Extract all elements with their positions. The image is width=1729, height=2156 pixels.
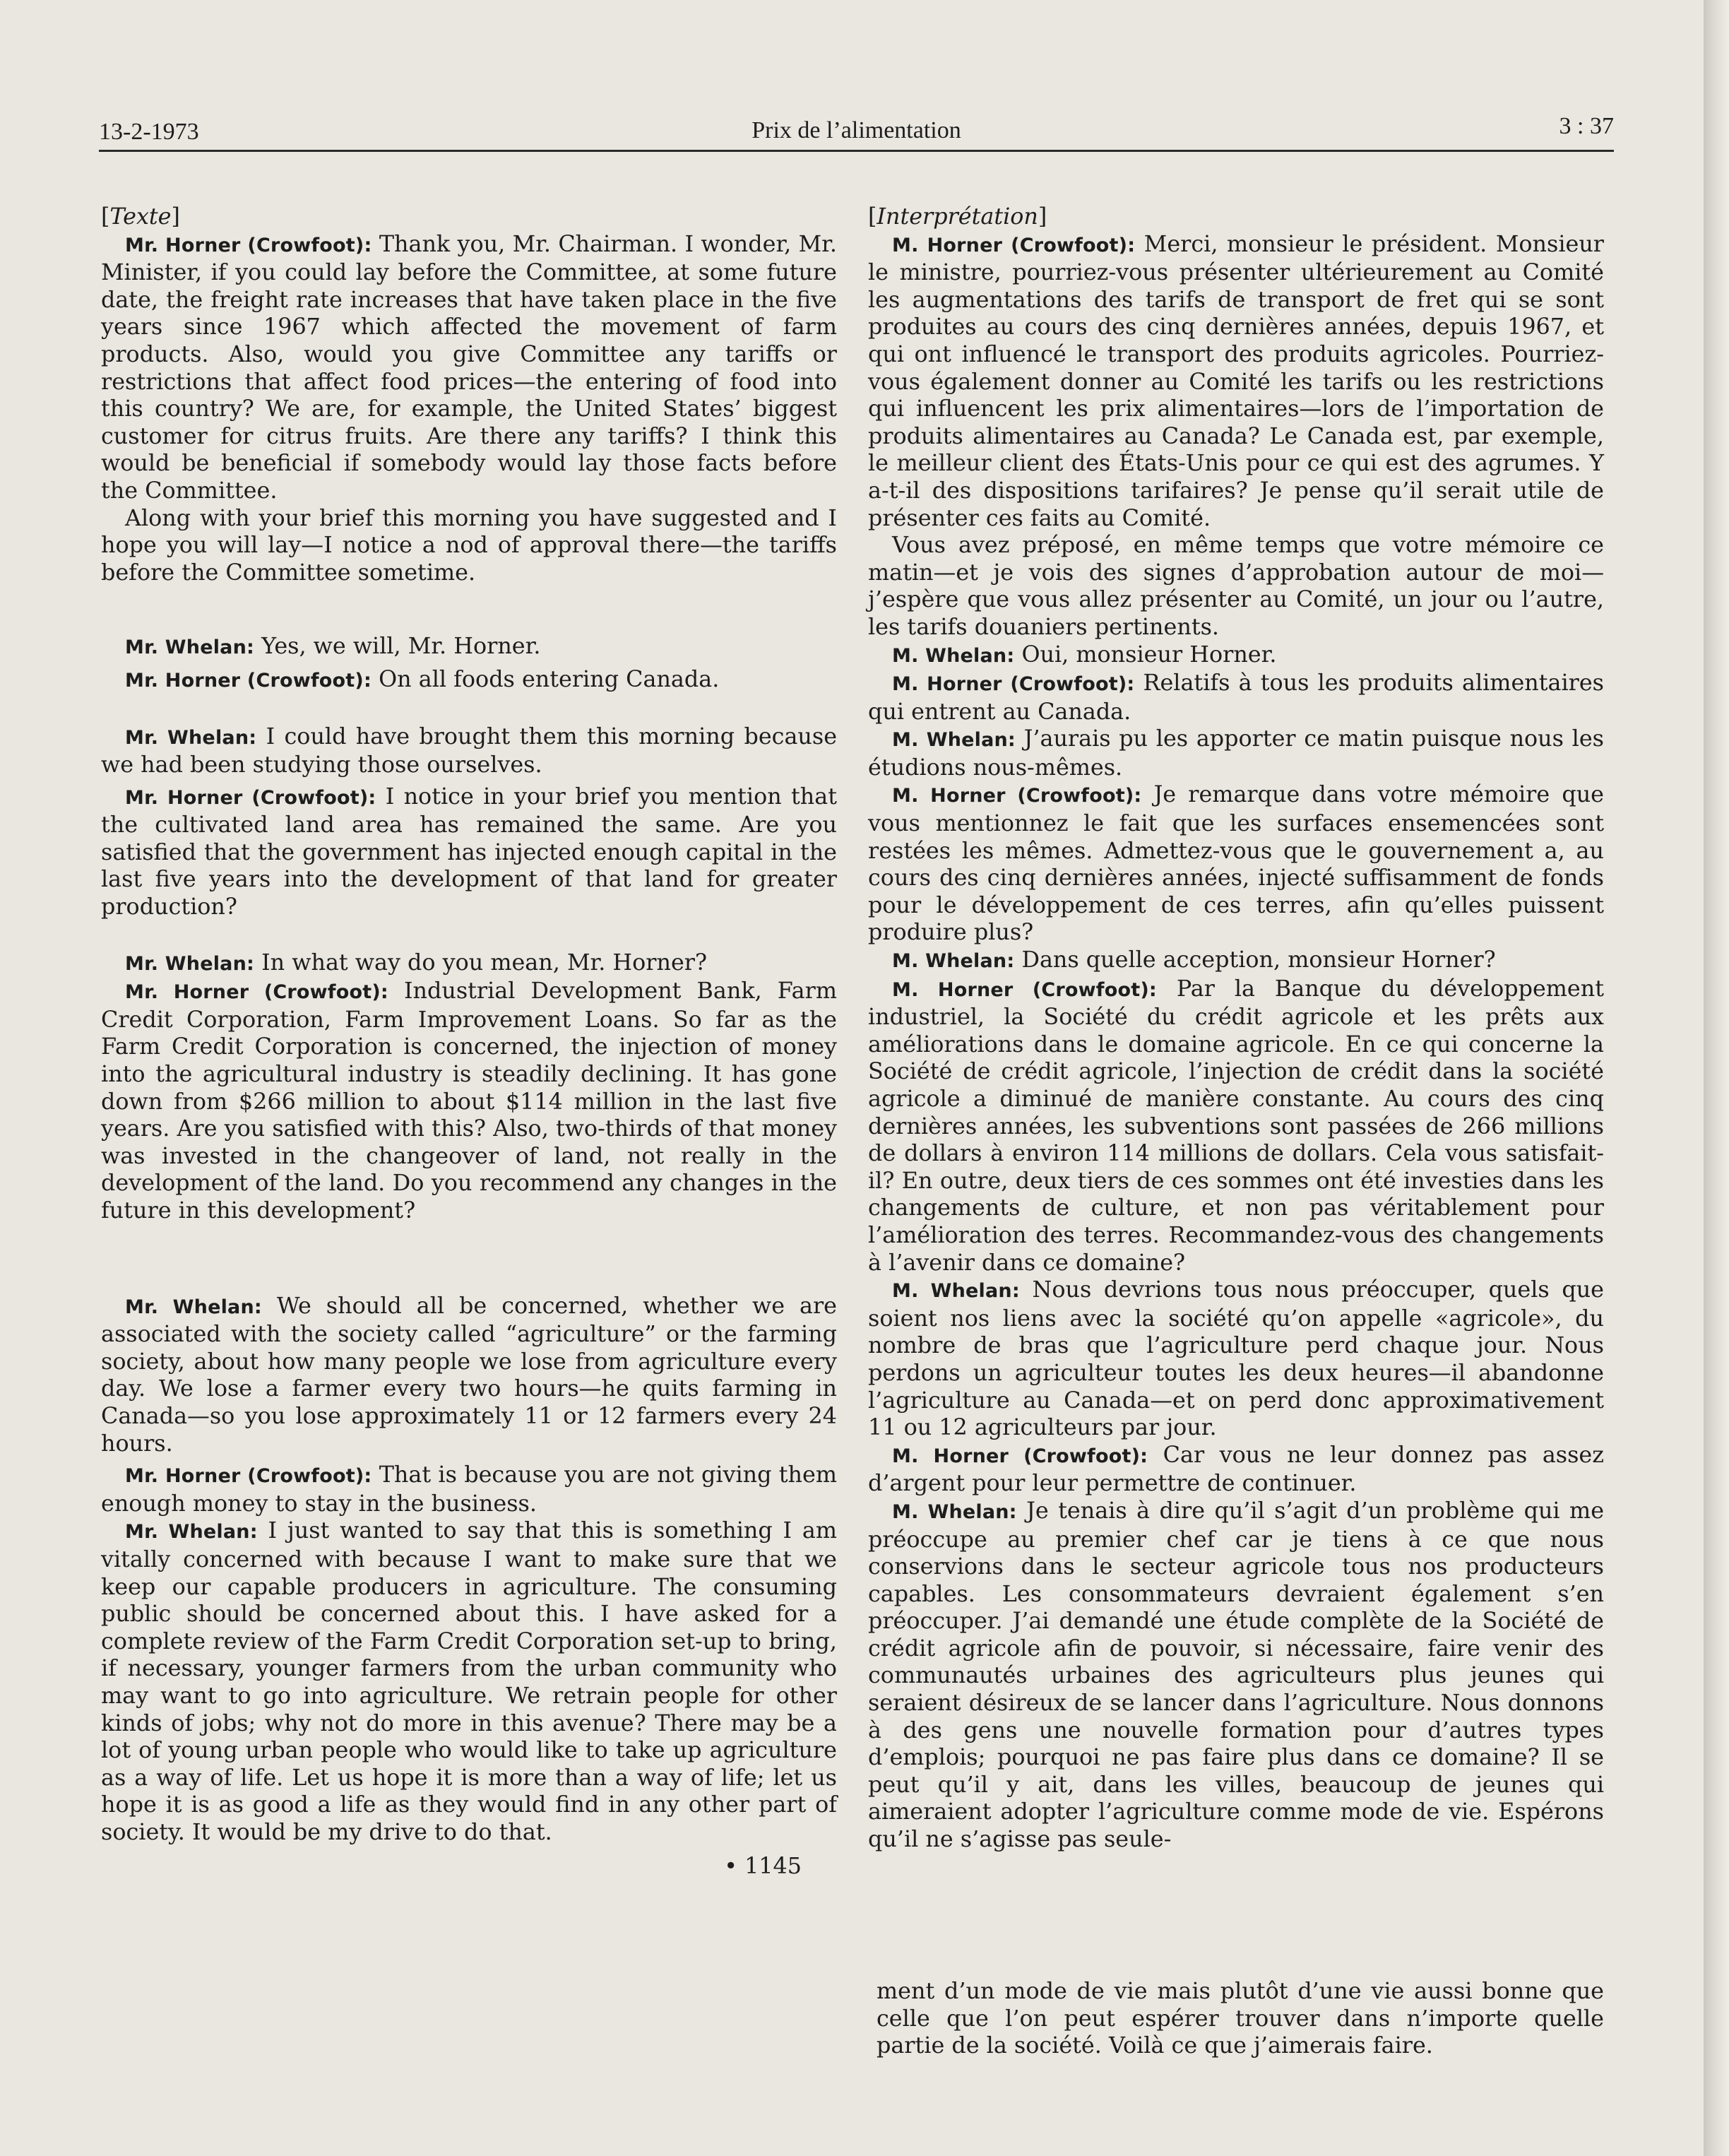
paragraph xyxy=(868,1277,1604,1442)
speech: Nous devrions tous nous préoccuper, quels que soient nos liens avec la société qu’on appelle «agricole», du nombre de bras que l’agriculture perd chaque jour. Nous perdons un agriculteur toutes les deux heures—il abandonne l’agriculture au Canada—et on perd donc approximativement 11 ou 12 agriculteurs par jour. xyxy=(868,1277,1604,1441)
speaker: M. Whelan: xyxy=(892,1500,1017,1523)
french-column xyxy=(868,203,1604,1854)
paragraph xyxy=(868,725,1604,781)
speaker: Mr. Whelan: xyxy=(125,636,254,659)
speaker: Mr. Horner (Crowfoot): xyxy=(125,234,372,256)
paragraph xyxy=(868,670,1604,725)
speaker: M. Whelan: xyxy=(892,1280,1020,1303)
speaker: Mr. Whelan: xyxy=(125,952,254,975)
speech: Car vous ne leur donnez pas assez d’argent pour leur permettre de continuer. xyxy=(868,1441,1605,1497)
paragraph xyxy=(868,781,1604,947)
paragraph xyxy=(101,505,837,587)
speaker: Mr. Whelan: xyxy=(125,1296,262,1318)
paragraph xyxy=(101,949,837,978)
speech: I could have brought them this morning because we had been studying those ourselves. xyxy=(101,723,838,778)
speaker: Mr. Horner (Crowfoot): xyxy=(125,786,376,809)
speech: Along with your brief this morning you have suggested and I hope you will lay—I notice a nod of approval there—the tariffs before the Committee sometime. xyxy=(101,504,837,586)
paragraph xyxy=(101,978,837,1224)
speech: Merci, monsieur le président. Monsieur le ministre, pourriez-vous présenter ultérieurement au Comité les augmentations des tarifs de transport de fret qui se sont produites au cours des cinq dernières années, depuis 1967, et qui ont influencé le transport des produits agricoles. Pourriez-vous également donner au Comité les tarifs ou les restrictions qui influencent les prix alimentaires—lors de l’importation de produits alimentaires au Canada? Le Canada est, par exemple, le meilleur client des États-Unis pour ce qui est des agrumes. Y a-t-il des dispositions tarifaires? Je pense qu’il serait utile de présenter ces faits au Comité. xyxy=(868,230,1604,531)
paragraph: ment d’un mode de vie mais plutôt d’une vie aussi bonne que celle que l’on peut espérer trouver dans n’importe quelle partie de la société. Voilà ce que j’aimerais faire. xyxy=(877,1978,1604,2059)
page-gutter-shadow xyxy=(1704,0,1729,2156)
paragraph xyxy=(101,1293,837,1458)
speech: In what way do you mean, Mr. Horner? xyxy=(261,949,708,976)
paragraph xyxy=(868,231,1604,533)
paragraph xyxy=(101,783,837,921)
paragraph xyxy=(101,666,837,695)
speaker: M. Whelan: xyxy=(892,950,1015,973)
speech: I notice in your brief you mention that the cultivated land area has remained the same. Are you satisfied that the government has injected enough capital in the last five years into the development of that land for greater production? xyxy=(101,783,837,920)
paragraph xyxy=(868,1442,1604,1498)
speech: Oui, monsieur Horner. xyxy=(1021,641,1277,668)
speaker: Mr. Horner (Crowfoot): xyxy=(125,1465,372,1488)
speaker: Mr. Horner (Crowfoot): xyxy=(125,669,372,692)
french-continuation xyxy=(877,1978,1604,2060)
speech: Je tenais à dire qu’il s’agit d’un problème qui me préoccupe au premier chef car je tiens à ce que nous conservions dans le secteur agricole tous nos producteurs capables. Les consommateurs devraient également s’en préoccuper. J’ai demandé une étude complète de la Société de crédit agricole afin de pouvoir, si nécessaire, faire venir des communautés urbaines des agriculteurs plus jeunes qui seraient désireux de se lancer dans l’agriculture. Nous donnons à des gens une nouvelle formation pour d’autres types d’emplois; pourquoi ne pas faire plus dans ce domaine? Il se peut qu’il y ait, dans les villes, beaucoup de jeunes qui aimeraient adopter l’agriculture comme mode de vie. Espérons qu’il ne s’agisse pas seule- xyxy=(868,1497,1605,1853)
speech: Industrial Development Bank, Farm Credit Corporation, Farm Improvement Loans. So far as the Farm Credit Corporation is concerned, the injection of money into the agricultural industry is steadily declining. It has gone down from $266 million to about $114 million in the last five years. Are you satisfied with this? Also, two-thirds of that money was invested in the changeover of land, not really in the development of the land. Do you recommend any changes in the future in this development? xyxy=(101,978,837,1224)
time-marker: • 1145 xyxy=(724,1853,802,1880)
speaker: M. Horner (Crowfoot): xyxy=(892,1445,1148,1467)
speech: Vous avez préposé, en même temps que votre mémoire ce matin—et je vois des signes d’approbation autour de moi—j’espère que vous allez présenter au Comité, un jour ou l’autre, les tarifs douaniers pertinents. xyxy=(868,532,1604,640)
speech: I just wanted to say that this is something I am vitally concerned with because I want to make sure that we keep our capable producers in agriculture. The consuming public should be concerned about this. I have asked for a complete review of the Farm Credit Corporation set-up to bring, if necessary, younger farmers from the urban community who may want to go into agriculture. We retrain people for other kinds of jobs; why not do more in this avenue? There may be a lot of young urban people who would like to take up agriculture as a way of life. Let us hope it is more than a way of life; let us hope it is as good a life as they would find in any other part of society. It would be my drive to do that. xyxy=(101,1517,838,1845)
speaker: M. Horner (Crowfoot): xyxy=(892,673,1135,696)
running-header xyxy=(99,106,1614,152)
speech: Je remarque dans votre mémoire que vous mentionnez le fait que les surfaces ensemencées sont restées les mêmes. Admettez-vous que le gouvernement a, au cours des cinq dernières années, injecté suffisamment de fonds pour le développement de ces terres, afin qu’elles puissent produire plus? xyxy=(868,781,1605,946)
section-label: [Interprétation] xyxy=(868,203,1047,230)
english-column xyxy=(101,203,837,1880)
paragraph xyxy=(868,641,1604,670)
speaker: Mr. Whelan: xyxy=(125,1521,258,1544)
speech: Yes, we will, Mr. Horner. xyxy=(261,633,541,660)
speech: Thank you, Mr. Chairman. I wonder, Mr. Minister, if you could lay before the Committee, at some future date, the freight rate increases that have taken place in the five years since 1967 which affected the movement of farm products. Also, would you give Committee any tariffs or restrictions that affect food prices—the entering of food into this country? We are, for example, the United States’ biggest customer for citrus fruits. Are there any tariffs? I think this would be beneficial if somebody would lay those facts before the Committee. xyxy=(101,230,837,504)
speaker: M. Horner (Crowfoot): xyxy=(892,234,1136,256)
speech: That is because you are not giving them enough money to stay in the business. xyxy=(101,1462,837,1517)
paragraph xyxy=(868,1498,1604,1854)
section-label: [Texte] xyxy=(101,203,180,230)
speaker: M. Horner (Crowfoot): xyxy=(892,978,1157,1001)
speech: On all foods entering Canada. xyxy=(379,665,720,692)
paragraph xyxy=(101,723,837,779)
speech: We should all be concerned, whether we are associated with the society called “agriculture” or the farming society, about how many people we lose from agriculture every day. We lose a farmer every two hours—he quits farming in Canada—so you lose approximately 11 or 12 farmers every 24 hours. xyxy=(101,1292,837,1457)
paragraph xyxy=(101,633,837,662)
speech: Par la Banque du développement industriel, la Société du crédit agricole et les prêts aux améliorations dans le domaine agricole. En ce qui concerne la Société de crédit agricole, l’injection de crédit dans la société agricole a diminué de manière constante. Au cours des cinq dernières années, les subventions sont passées de 266 millions de dollars à environ 114 millions de dollars. Cela vous satisfait-il? En outre, deux tiers de ces sommes ont été investies dans les changements de culture, et non pas véritablement pour l’amélioration des terres. Recommandez-vous des changements à l’avenir dans ce domaine? xyxy=(868,975,1604,1276)
paragraph xyxy=(101,231,837,505)
paragraph xyxy=(868,947,1604,976)
speaker: M. Horner (Crowfoot): xyxy=(892,785,1142,807)
speaker: M. Whelan: xyxy=(892,644,1015,667)
paragraph xyxy=(101,1462,837,1517)
header-title: Prix de l’alimentation xyxy=(751,117,961,143)
header-date: 13-2-1973 xyxy=(99,119,199,145)
speaker: Mr. Whelan: xyxy=(125,726,257,749)
paragraph xyxy=(868,532,1604,641)
speaker: Mr. Horner (Crowfoot): xyxy=(125,981,388,1004)
header-page-number: 3 : 37 xyxy=(1559,113,1614,139)
paragraph xyxy=(101,1517,837,1846)
speech: J’aurais pu les apporter ce matin puisque nous les étudions nous-mêmes. xyxy=(868,725,1604,781)
speaker: M. Whelan: xyxy=(892,729,1016,752)
speech: Dans quelle acception, monsieur Horner? xyxy=(1021,947,1496,973)
speech: Relatifs à tous les produits alimentaires qui entrent au Canada. xyxy=(868,670,1604,725)
paragraph xyxy=(868,976,1604,1277)
